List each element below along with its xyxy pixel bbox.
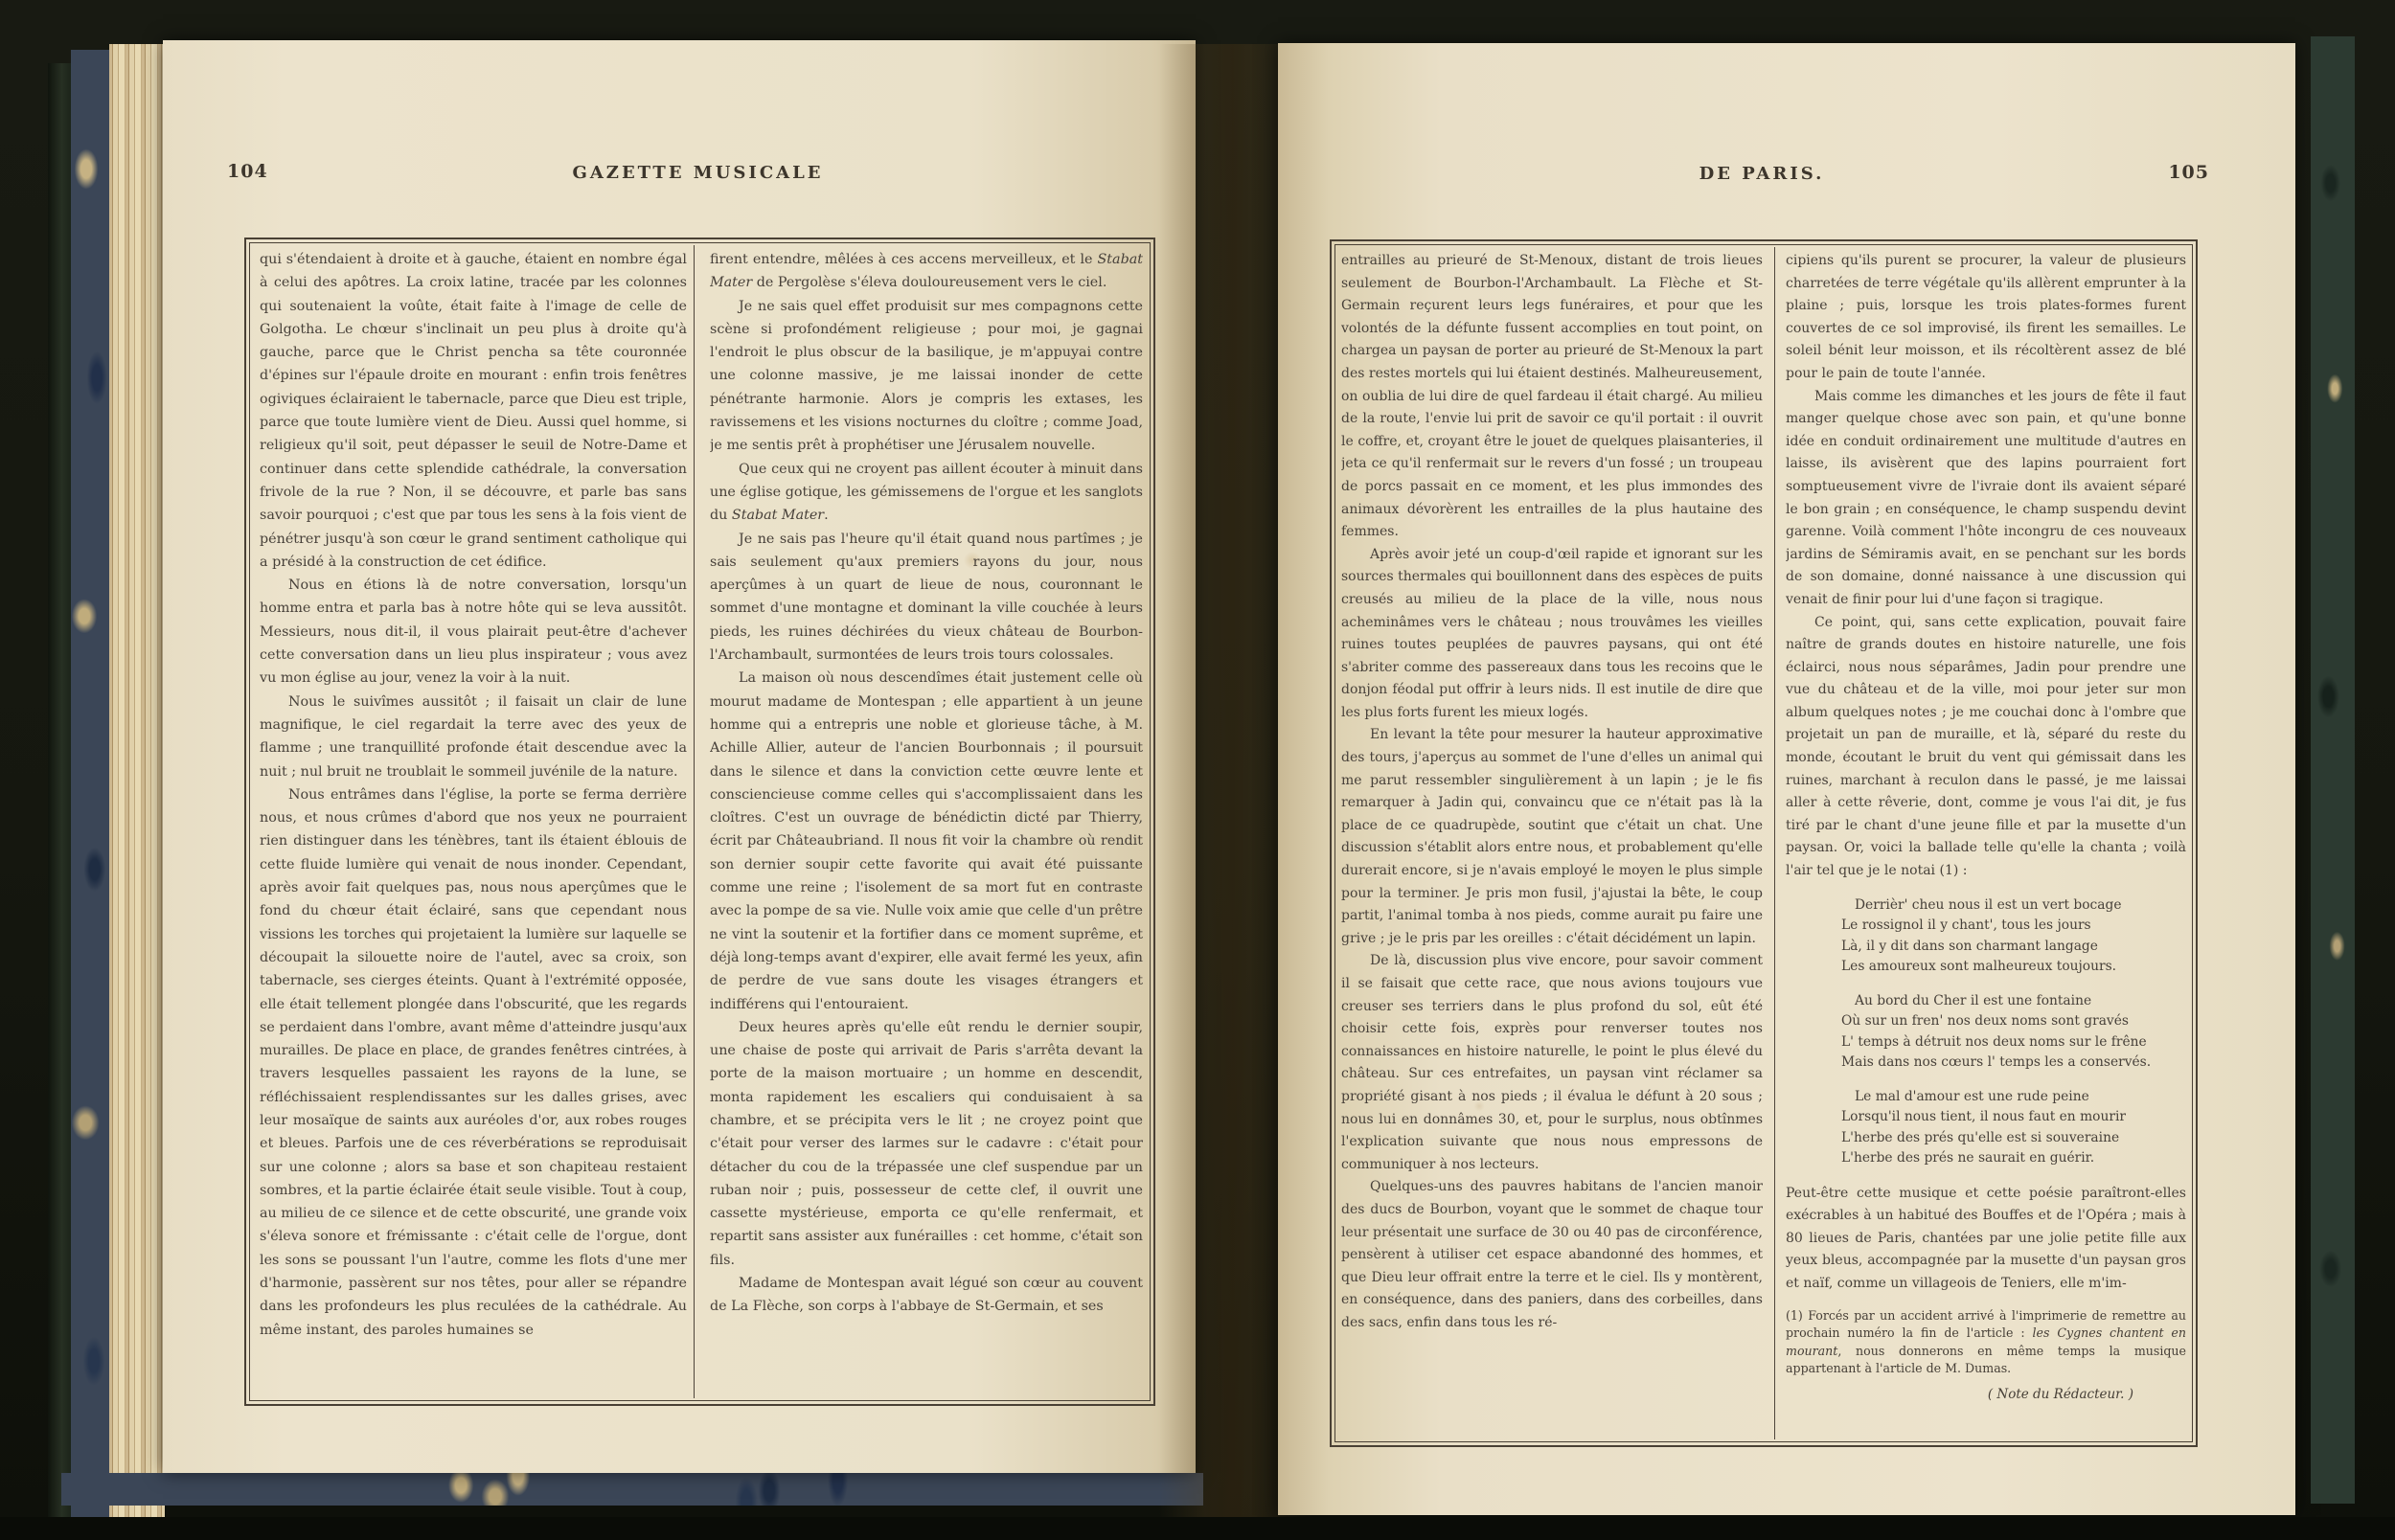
paragraph: Deux heures après qu'elle eût rendu le dernier soupir, une chaise de poste qui arrivait de Paris s'arrêta devant la porte de la maison mortuaire ; un homme en descendit, monta rapidement les escaliers qui conduisaient à sa chambre, et se précipita vers le lit ; ne croyez point que c'était pour verser des larmes sur le cadavre : c'était pour détacher du cou de la trépassée une clef suspendue par un ruban noir ; puis, possesseur de cette clef, il ouvrit une cassette mystérieuse, emporta ce qu'elle renfermait, et repartit sans assister aux funérailles : cet homme, c'était son fils. bbox=[710, 1019, 1143, 1268]
paragraph: La maison où nous descendîmes était justement celle où mourut madame de Montespan ; elle appartient à un jeune homme qui a entrepris une noble et glorieuse tâche, à M. Achille Allier, auteur de l'ancien Bourbonnais ; il poursuit dans le silence et dans la conviction cette œuvre lente et consciencieuse comme celles qui s'accomplissaient dans les cloîtres. C'est un ouvrage de bénédictin dicté par Thierry, écrit par Châteaubriand. Il nous fit voir la chambre où rendit son dernier soupir cette favorite qui avait été puissante comme une reine ; l'isolement de sa mort fut en contraste avec la pompe de sa vie. Nulle voix amie que celle d'un prêtre ne vint la soutenir et la fortifier dans ce moment suprême, et déjà long-temps avant d'expirer, elle avait fermé les yeux, afin de perdre de vue sans doute les visages étrangers et indifférens qui l'entouraient. bbox=[710, 670, 1143, 1012]
left-column-1 bbox=[260, 248, 687, 1395]
verse-line: Lorsqu'il nous tient, il nous faut en mourir bbox=[1841, 1109, 2126, 1125]
paragraph: qui s'étendaient à droite et à gauche, étaient en nombre égal à celui des apôtres. La croix latine, tracée par les colonnes qui soutenaient la voûte, était faite à l'image de celle de Golgotha. Le chœur s'inclinait un peu plus à droite qu'à gauche, parce que le Christ pencha sa tête couronnée d'épines sur l'épaule droite en mourant : enfin trois fenêtres ogiviques éclairaient le tabernacle, parce que Dieu est triple, parce que toute lumière vient de Dieu. Aussi quel homme, si religieux qu'il soit, peut dépasser le seuil de Notre-Dame et continuer dans cette splendide cathédrale, la conversation frivole de la rue ? Non, il se découvre, et parle bas sans savoir pourquoi ; c'est que par tous les sens à la fois vient de pénétrer jusqu'à son cœur le grand sentiment catholique qui a présidé à la construction de cet édifice. bbox=[260, 252, 687, 570]
paragraph: cipiens qu'ils purent se procurer, la valeur de plusieurs charretées de terre végétale qu'ils allèrent emprunter à la plaine ; puis, lorsque les trois plates-formes furent couvertes de ce sol improvisé, ils firent les semailles. Le soleil bénit leur moisson, et ils récoltèrent assez de blé pour le pain de toute l'année. bbox=[1786, 253, 2186, 381]
article-title: les Cygnes chantent en mourant bbox=[1786, 1325, 2186, 1358]
work-title: Stabat Mater bbox=[710, 252, 1143, 291]
paragraph: Ce point, qui, sans cette explication, pouvait faire naître de grands doutes en histoire naturelle, une fois éclairci, nous nous séparâmes, Jadin pour prendre une vue du château et de la ville, moi pour jeter sur mon album quelques notes ; je me couchai donc à l'ombre que projetait un pan de muraille, et là, séparé du reste du monde, écoutant le bruit du vent qui gémissait dans les ruines, marchant à reculon dans le passé, je me laissai aller à cette rêverie, dont, comme je vous l'ai dit, je fus tiré par le chant d'une jeune fille et par la musette d'un paysan. Or, voici la ballade telle qu'elle la chanta ; voilà l'air tel que je le notai (1) : bbox=[1786, 614, 2186, 879]
stanza bbox=[1841, 1087, 2186, 1169]
marbled-cover-right bbox=[2311, 36, 2355, 1504]
verse-line: Derrièr' cheu nous il est un vert bocage bbox=[1855, 896, 2122, 913]
column-divider bbox=[1774, 247, 1775, 1439]
scan-background-bottom bbox=[0, 1517, 2395, 1540]
column-divider bbox=[694, 245, 695, 1398]
paragraph: Madame de Montespan avait légué son cœur au couvent de La Flèche, son corps à l'abbaye de St-Germain, et ses bbox=[710, 1276, 1143, 1315]
paragraph bbox=[710, 248, 1143, 295]
paragraph: En levant la tête pour mesurer la hauteur approximative des tours, j'aperçus au sommet de l'une d'elles un animal qui me parut ressembler singulièrement à un lapin ; je le fis remarquer à Jadin qui, convaincu que ce n'était pas là la place de ce quadrupède, soutint que c'était un chat. Une discussion s'établit alors entre nous, et probablement qu'elle durerait encore, si je n'avais employé le moyen le plus simple pour la terminer. Je pris mon fusil, j'ajustai la bête, le coup partit, l'animal tomba à nos pieds, comme aurait pu faire une grive ; je le pris par les oreilles : c'était décidément un lapin. bbox=[1341, 727, 1763, 946]
verse-line: Là, il y dit dans son charmant langage bbox=[1841, 938, 2098, 954]
marbled-cover-left bbox=[71, 50, 109, 1540]
footnote-text: , nous donnerons en même temps la musique appartenant à l'article de M. Dumas. bbox=[1786, 1343, 2186, 1376]
right-text-frame bbox=[1330, 239, 2198, 1447]
journal-title-right: DE PARIS. bbox=[1699, 164, 1825, 184]
paragraph: Mais comme les dimanches et les jours de fête il faut manger quelque chose avec son pain, et qu'une bonne idée en conduit ordinairement une multitude d'autres en laisse, ils avisèrent que des lapins pourraient fort somptueusement vivre de l'ivraie dont ils avaient séparé le bon grain ; en conséquence, le champ suspendu devint garenne. Voilà comment l'hôte incongru de ces nouveaux jardins de Sémiramis avait, en se penchant sur les bords de son domaine, donné naissance à une discussion qui venait de finir pour lui d'une façon si tragique. bbox=[1786, 388, 2186, 607]
verse-line: Les amoureux sont malheureux toujours. bbox=[1841, 959, 2117, 975]
paragraph: Je ne sais pas l'heure qu'il était quand nous partîmes ; je sais seulement qu'aux premiers rayons du jour, nous aperçûmes à un quart de lieue de nous, couronnant le sommet d'une montagne et dominant la ville couchée à leurs pieds, les ruines déchirées du vieux château de Bourbon-l'Archambault, surmontées de leurs trois tours colossales. bbox=[710, 531, 1143, 664]
right-running-head bbox=[1330, 162, 2209, 192]
right-page bbox=[1278, 43, 2295, 1515]
paragraph: De là, discussion plus vive encore, pour savoir comment il se faisait que cette race, que nous avions toujours vue creuser ses terriers dans le plus profond du sol, eût été choisir cette fois, exprès pour renverser toutes nos connaissances en histoire naturelle, le point le plus élevé du château. Sur ces entrefaites, un paysan vint réclamer sa propriété gisant à nos pieds ; il évalua le défunt à 20 sous ; nous lui en donnâmes 30, et, pour le surplus, nous obtînmes l'explication suivante que nous nous empressons de communiquer à nos lecteurs. bbox=[1341, 953, 1763, 1172]
paragraph-text: de Pergolèse s'éleva douloureusement vers le ciel. bbox=[752, 275, 1107, 291]
editor-footnote bbox=[1786, 1307, 2186, 1404]
paragraph: Nous en étions là de notre conversation, lorsqu'un homme entra et parla bas à notre hôte qui se leva aussitôt. Messieurs, nous dit-il, il vous plairait peut-être d'achever cette conversation dans un lieu plus inspirateur ; vous avez vu mon église au jour, venez la voir à la nuit. bbox=[260, 578, 687, 687]
paragraph: Nous le suivîmes aussitôt ; il faisait un clair de lune magnifique, le ciel regardait la terre avec des yeux de flamme ; une tranquillité profonde était descendue avec la nuit ; nul bruit ne troublait le sommeil juvénile de la nature. bbox=[260, 693, 687, 780]
verse-line: Mais dans nos cœurs l' temps les a conservés. bbox=[1841, 1054, 2152, 1071]
stanza bbox=[1841, 895, 2186, 978]
stanza bbox=[1841, 991, 2186, 1074]
left-text-frame bbox=[244, 238, 1155, 1406]
right-column-1 bbox=[1341, 250, 1763, 1436]
paragraph: Peut-être cette musique et cette poésie paraîtront-elles exécrables à un habitué des Bouffes et de l'Opéra ; mais à 80 lieues de Paris, chantées par une jolie petite fille aux yeux bleus, accompagnée par la musette d'un paysan gros et naïf, comme un villageois de Teniers, elle m'im- bbox=[1786, 1185, 2186, 1291]
right-page-number: 105 bbox=[2168, 162, 2209, 183]
paragraph-text: firent entendre, mêlées à ces accens merveilleux, et le bbox=[710, 252, 1098, 267]
paragraph: entrailles au prieuré de St-Menoux, distant de trois lieues seulement de Bourbon-l'Archambault. La Flèche et St-Germain reçurent leurs legs funéraires, et pour que les volontés de la défunte fussent accomplies en tout point, on chargea un paysan de porter au prieuré de St-Menoux la part des restes mortels qui lui étaient destinés. Malheureusement, on oublia de lui dire de quel fardeau il était chargé. Au milieu de la route, l'envie lui prit de savoir ce qu'il portait : il ouvrit le coffre, et, croyant être le jouet de quelques plaisanteries, il jeta ce qu'il renfermait sur le revers d'un fossé ; un troupeau de porcs passait en ce moment, et les plus immondes des animaux dévorèrent les entrailles de la plus hautaine des femmes. bbox=[1341, 253, 1763, 540]
paragraph-text: Que ceux qui ne croyent pas aillent écouter à minuit dans une église gotique, les gémissemens de l'orgue et les sanglots du bbox=[710, 461, 1143, 524]
verse-line: Où sur un fren' nos deux noms sont gravés bbox=[1841, 1013, 2129, 1030]
journal-title-left: GAZETTE MUSICALE bbox=[572, 163, 824, 183]
paragraph: Quelques-uns des pauvres habitans de l'ancien manoir des ducs de Bourbon, voyant que le sommet de chaque tour leur présentait une surface de 30 ou 40 pas de circonférence, pensèrent à utiliser cet espace abandonné des hommes, et que Dieu leur offrait entre la terre et le ciel. Ils y montèrent, en conséquence, dans des paniers, dans des corbeilles, dans des sacs, enfin dans tous les ré- bbox=[1341, 1179, 1763, 1330]
paragraph: Je ne sais quel effet produisit sur mes compagnons cette scène si profondément religieuse ; pour moi, je gagnai l'endroit le plus obscur de la basilique, je m'appuyai contre une colonne massive, je me laissai inonder de cette pénétrante harmonie. Alors je compris les extases, les ravissemens et les visions nocturnes du cloître ; comme Joad, je me sentis prêt à prophétiser une Jérusalem nouvelle. bbox=[710, 298, 1143, 454]
page-edges-right bbox=[2295, 40, 2311, 1509]
left-page-number: 104 bbox=[227, 161, 268, 182]
footnote-signature: ( Note du Rédacteur. ) bbox=[1987, 1386, 2133, 1402]
book-board-left bbox=[48, 63, 71, 1540]
work-title: Stabat Mater bbox=[731, 508, 825, 524]
paragraph-text: . bbox=[824, 508, 829, 524]
ballad-verse bbox=[1841, 895, 2186, 1169]
page-edges-left bbox=[109, 44, 165, 1525]
verse-line: L'herbe des prés qu'elle est si souveraine bbox=[1841, 1129, 2120, 1145]
left-page bbox=[163, 40, 1196, 1473]
verse-line: Le mal d'amour est une rude peine bbox=[1855, 1088, 2089, 1104]
paragraph: Après avoir jeté un coup-d'œil rapide et ignorant sur les sources thermales qui bouillonnent dans des espèces de puits creusés au milieu de la place de la ville, nous nous acheminâmes vers le château ; nous trouvâmes les vieilles ruines toutes peuplées de pauvres paysans, qui ont été s'abriter comme des passereaux dans tous les recoins que le donjon féodal put offrir à leurs nids. Il est inutile de dire que les plus forts furent les mieux logés. bbox=[1341, 546, 1763, 720]
verse-line: Le rossignol il y chant', tous les jours bbox=[1841, 917, 2091, 934]
marbled-cover-bottom bbox=[61, 1473, 1203, 1506]
paragraph bbox=[710, 458, 1143, 528]
right-column-2 bbox=[1786, 250, 2186, 1436]
verse-line: Au bord du Cher il est une fontaine bbox=[1855, 992, 2092, 1008]
left-column-2 bbox=[710, 248, 1143, 1395]
verse-line: L' temps à détruit nos deux noms sur le frêne bbox=[1841, 1033, 2147, 1050]
paragraph: Nous entrâmes dans l'église, la porte se ferma derrière nous, et nous crûmes d'abord que nos yeux ne pourraient rien distinguer dans les ténèbres, tant ils étaient éblouis de cette fluide lumière qui venait de nous inonder. Cependant, après avoir fait quelques pas, nous nous aperçûmes que le fond du chœur était éclairé, sans que cependant nous vissions les torches qui projetaient la lumière sur laquelle se découpait la silouette noire de l'autel, avec sa croix, son tabernacle, ses cierges éteints. Quant à l'extrémité opposée, elle était tellement plongée dans l'obscurité, que les regards se perdaient dans l'ombre, avant même d'atteindre jusqu'aux murailles. De place en place, de grandes fenêtres cintrées, à travers lesquelles passaient les rayons de la lune, se réfléchissaient resplendissantes sur les dalles grises, avec leur mosaïque de saints aux auréoles d'or, aux robes rouges et bleues. Parfois une de ces réverbérations se reproduisait sur une colonne ; alors sa base et son chapiteau restaient sombres, et la partie éclairée était seule visible. Tout à coup, au milieu de ce silence et de cette obscurité, une grande voix s'éleva sonore et frémissante : c'était celle de l'orgue, dont les sons se poussant l'un l'autre, comme les flots d'une mer d'harmonie, passèrent sur nos têtes, pour aller se répandre dans les profondeurs les plus reculées de la cathédrale. Au même instant, des paroles humaines se bbox=[260, 786, 687, 1338]
left-running-head bbox=[227, 161, 1152, 192]
verse-line: L'herbe des prés ne saurait en guérir. bbox=[1841, 1150, 2095, 1166]
footnote-text: (1) Forcés par un accident arrivé à l'imprimerie de remettre au prochain numéro la fin de l'article : bbox=[1786, 1307, 2186, 1341]
